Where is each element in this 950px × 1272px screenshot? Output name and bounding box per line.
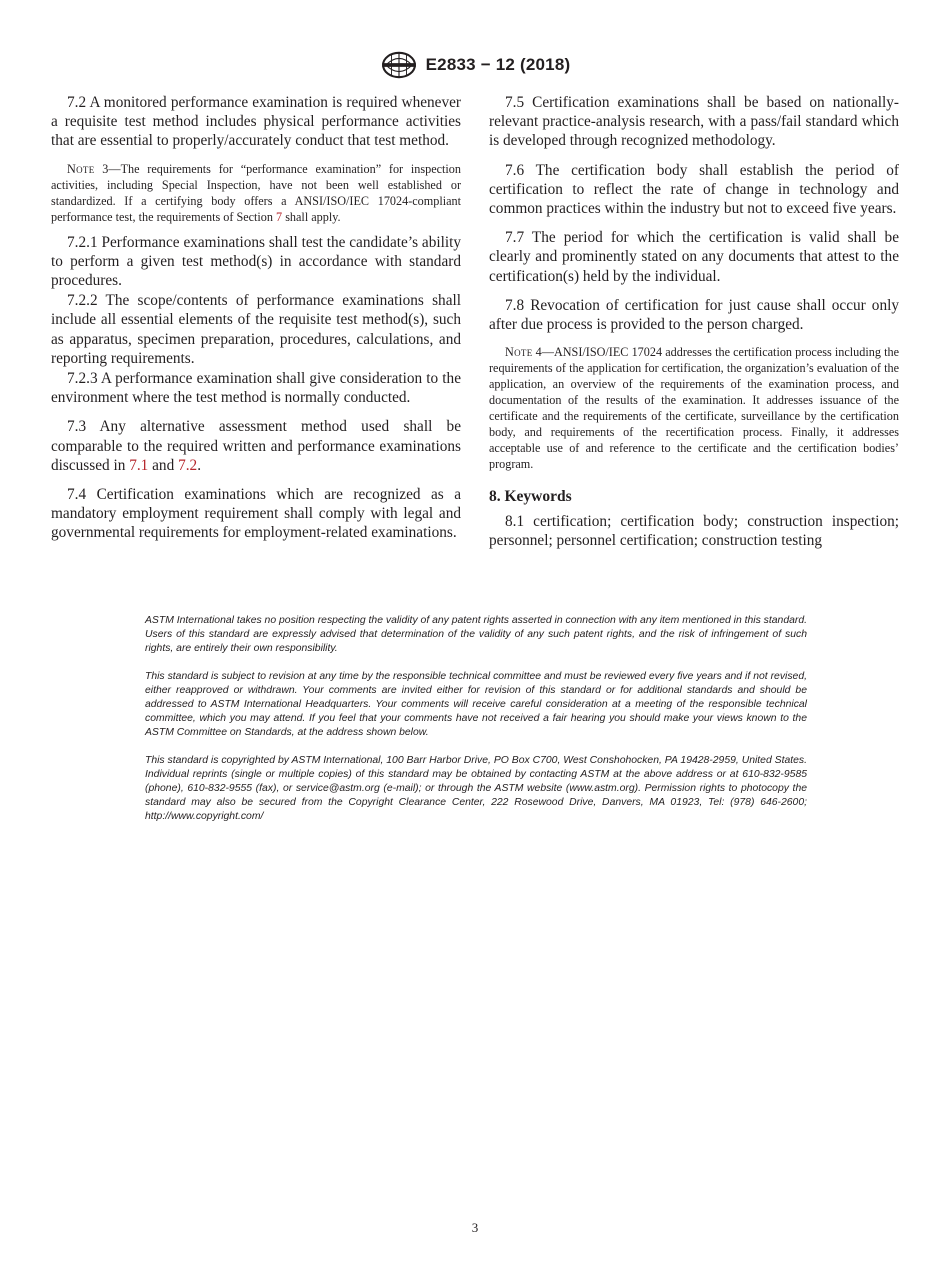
note-4 <box>489 344 899 472</box>
footer-patent-notice: ASTM International takes no position respecting the validity of any patent rights asserted in connection with any item mentioned in this standard. Users of this standard are expressly advised that determination of the validity of any such patent rights, and the risk of infringement of such rights, are entirely their own responsibility. <box>145 615 807 654</box>
section-7-1-link[interactable]: 7.1 <box>129 456 149 474</box>
paragraph-7-4: 7.4 Certification examinations which are recognized as a mandatory employment requirement shall comply with legal and governmental requirements for employment-related examinations. <box>51 486 461 542</box>
paragraph-8-1: 8.1 certification; certification body; construction inspection; personnel; personnel certification; construction testing <box>489 513 899 550</box>
astm-logo-icon <box>380 50 418 80</box>
footer-revision-notice: This standard is subject to revision at any time by the responsible technical committee and must be reviewed every five years and if not revised, either reapproved or withdrawn. Your comments are invited either for revision of this standard or for additional standards and should be addressed to ASTM International Headquarters. Your comments will receive careful consideration at a meeting of the responsible technical committee, which you may attend. If you feel that your comments have not received a fair hearing you should make your views known to the ASTM Committee on Standards, at the address shown below. <box>145 671 807 738</box>
paragraph-7-2-1: 7.2.1 Performance examinations shall test the candidate’s ability to perform a given test method(s) in accordance with standard procedures. <box>51 233 461 290</box>
paragraph-7-7: 7.7 The period for which the certification is valid shall be clearly and prominently stated on any documents that attest to the certification(s) held by the individual. <box>489 229 899 285</box>
paragraph-7-8: 7.8 Revocation of certification for just cause shall occur only after due process is provided to the person charged. <box>489 296 899 334</box>
paragraph-7-3-text-1: 7.3 Any alternative assessment method used shall be comparable to the required written and performance examinations discussed in <box>51 418 461 474</box>
paragraph-7-2-3: 7.2.3 A performance examination shall give consideration to the environment where the test method is normally conducted. <box>51 370 461 407</box>
standard-designation: E2833 − 12 (2018) <box>425 55 571 74</box>
note-3 <box>51 161 461 225</box>
paragraph-7-3-text-2: and <box>148 456 179 474</box>
section-8-heading: 8. Keywords <box>489 488 572 506</box>
note-3-text-1: 3—The requirements for “performance examination” for inspection activities, including Special Inspection, have not been well established or standardized. If a certifying body offers a ANSI/ISO/IEC 17024-compliant performance test, the requirements of Section <box>51 161 461 224</box>
paragraph-7-6: 7.6 The certification body shall establish the period of certification to reflect the rate of change in technology and common practices within the industry but not to exceed five years. <box>489 161 899 218</box>
astm-footer <box>145 614 807 838</box>
section-7-2-link[interactable]: 7.2 <box>178 456 198 474</box>
paragraph-7-2-2: 7.2.2 The scope/contents of performance examinations shall include all essential elements of the requisite test method(s), such as apparatus, specimen preparation, procedures, calculations, and reporting requirements. <box>51 292 461 367</box>
paragraph-7-2: 7.2 A monitored performance examination is required whenever a requisite test method includes physical performance activities that are essential to properly/accurately conduct that test method. <box>51 94 461 150</box>
note-4-label: Note <box>505 345 533 360</box>
paragraph-7-3-text-3: . <box>197 456 202 474</box>
note-3-label: Note <box>67 161 95 176</box>
left-column <box>51 93 461 553</box>
note-3-text-2: shall apply. <box>282 209 341 224</box>
page-number: 3 <box>471 1220 479 1235</box>
footer-copyright-notice: This standard is copyrighted by ASTM International, 100 Barr Harbor Drive, PO Box C700, West Conshohocken, PA 19428-2959, United States. Individual reprints (single or multiple copies) of this standard may be obtained by contacting ASTM at the above address or at 610-832-9585 (phone), 610-832-9555 (fax), or service@astm.org (e-mail); or through the ASTM website (www.astm.org). Permission rights to photocopy the standard may also be secured from the Copyright Clearance Center, 222 Rosewood Drive, Danvers, MA 01923, Tel: (978) 646-2600; http://www.copyright.com/ <box>145 755 807 822</box>
right-column <box>489 93 899 561</box>
section-7-link[interactable]: 7 <box>276 209 283 224</box>
paragraph-7-3 <box>51 417 461 475</box>
paragraph-7-5: 7.5 Certification examinations shall be based on nationally-relevant practice-analysis research, with a pass/fail standard which is developed through recognized methodology. <box>489 94 899 150</box>
document-header <box>0 50 950 80</box>
note-4-text: 4—ANSI/ISO/IEC 17024 addresses the certification process including the requirements of the application for certification, the organization’s evaluation of the application, an overview of the requirements of the examination process, and documentation of the results of the examination. It addresses issuance of the certificate and the requirements of the certificate, surveillance by the certification body, and requirements of the recertification process. Finally, it addresses acceptable use of and reference to the certificate and the certification bodies’ program. <box>489 345 899 472</box>
